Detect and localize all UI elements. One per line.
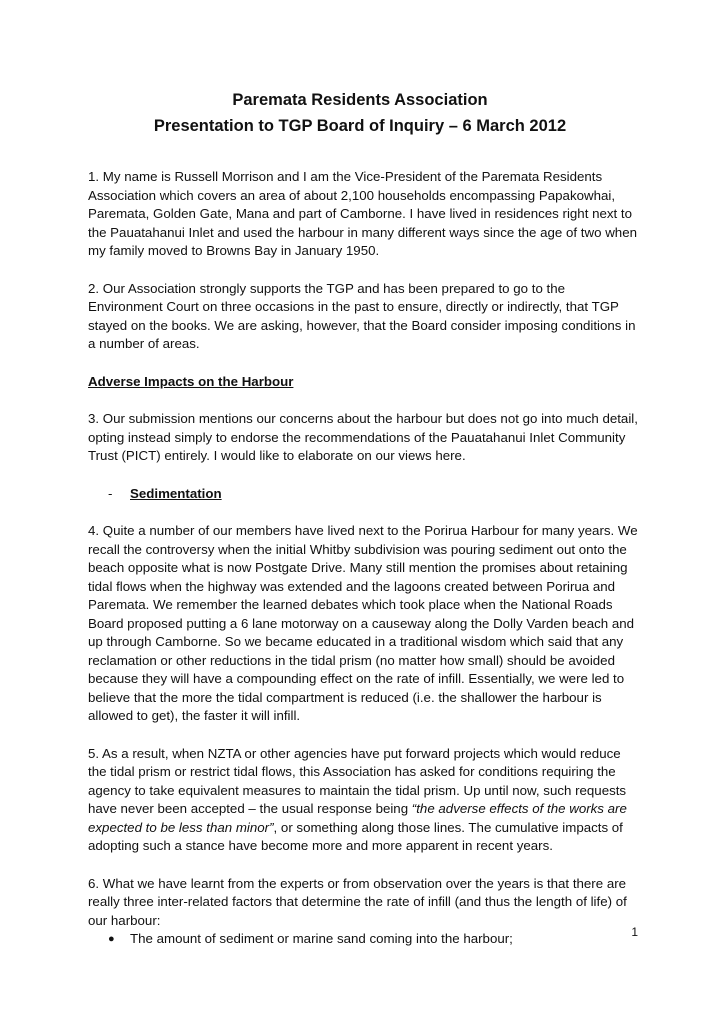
section-heading-text: Adverse Impacts on the Harbour bbox=[88, 373, 294, 389]
paragraph-4: 4. Quite a number of our members have lived next to the Porirua Harbour for many years. We recall the controversy when the initial Whitby subdivision was pouring sediment out onto the beach opposite what is now Postgate Drive. Many still mention the promises about retaining tidal flows when the highway was extended and the lagoons created between Porirua and Paremata. We remember the learned debates which took place when the National Roads Board proposed putting a 6 lane motorway on a causeway along the Dolly Varden beach and up through Camborne. So we became educated in a traditional wisdom which said that any reclamation or other reductions in the tidal prism (no matter how small) should be avoided because they will have a compounding effect on the rate of infill. Essentially, we were led to believe that the more the tidal compartment is reduced (i.e. the shallower the harbour is allowed to get), the faster it will infill. bbox=[88, 523, 638, 723]
list-item bbox=[88, 930, 638, 949]
paragraph-6: 6. What we have learnt from the experts or from observation over the years is that there are really three inter-related factors that determine the rate of infill (and thus the length of life) of our harbour: bbox=[88, 875, 627, 928]
document-title: Paremata Residents Association bbox=[232, 91, 488, 109]
paragraph-5-end: , or something along those lines. The cumulative impacts of adopting such a stance have become more and more apparent in recent years. bbox=[88, 819, 623, 853]
subheading-sedimentation bbox=[88, 485, 638, 504]
paragraph-5-start: 5. As a result, when NZTA or other agencies have put forward projects which would reduce the tidal prism or restrict tidal flows, this Association has asked for conditions requiring the agency to take equivalent measures to maintain the tidal prism. Up until now, such requests have never been accepted – the usual response being bbox=[88, 745, 627, 816]
list-item-text: The amount of sediment or marine sand coming into the harbour; bbox=[130, 931, 513, 946]
paragraph-5-quote: “the adverse effects of the works are expected to be less than minor” bbox=[88, 801, 627, 835]
document-body bbox=[88, 168, 638, 949]
paragraph-1: 1. My name is Russell Morrison and I am the Vice-President of the Paremata Residents Association which covers an area of about 2,100 households encompassing Papakowhai, Paremata, Golden Gate, Mana and part of Camborne. I have lived in residences right next to the Pauatahanui Inlet and used the harbour in many different ways since the age of two when my family moved to Browns Bay in January 1950. bbox=[88, 169, 637, 258]
dash-marker: - bbox=[108, 485, 113, 501]
factor-list bbox=[88, 930, 638, 949]
document-subtitle: Presentation to TGP Board of Inquiry – 6 March 2012 bbox=[153, 117, 567, 135]
section-heading-adverse-impacts bbox=[88, 373, 638, 392]
paragraph-3: 3. Our submission mentions our concerns about the harbour but does not go into much detail, opting instead simply to endorse the recommendations of the Pauatahanui Inlet Community Trust (PICT) entirely. I would like to elaborate on our views here. bbox=[88, 411, 638, 463]
bullet-icon: ● bbox=[108, 933, 115, 945]
paragraph-5 bbox=[88, 745, 638, 856]
page-number: 1 bbox=[631, 925, 638, 939]
paragraph-2: 2. Our Association strongly supports the TGP and has been prepared to go to the Environment Court on three occasions in the past to ensure, directly or indirectly, that TGP stayed on the books. We are asking, however, that the Board consider imposing conditions in a number of areas. bbox=[88, 280, 636, 351]
subheading-text: Sedimentation bbox=[130, 485, 222, 501]
